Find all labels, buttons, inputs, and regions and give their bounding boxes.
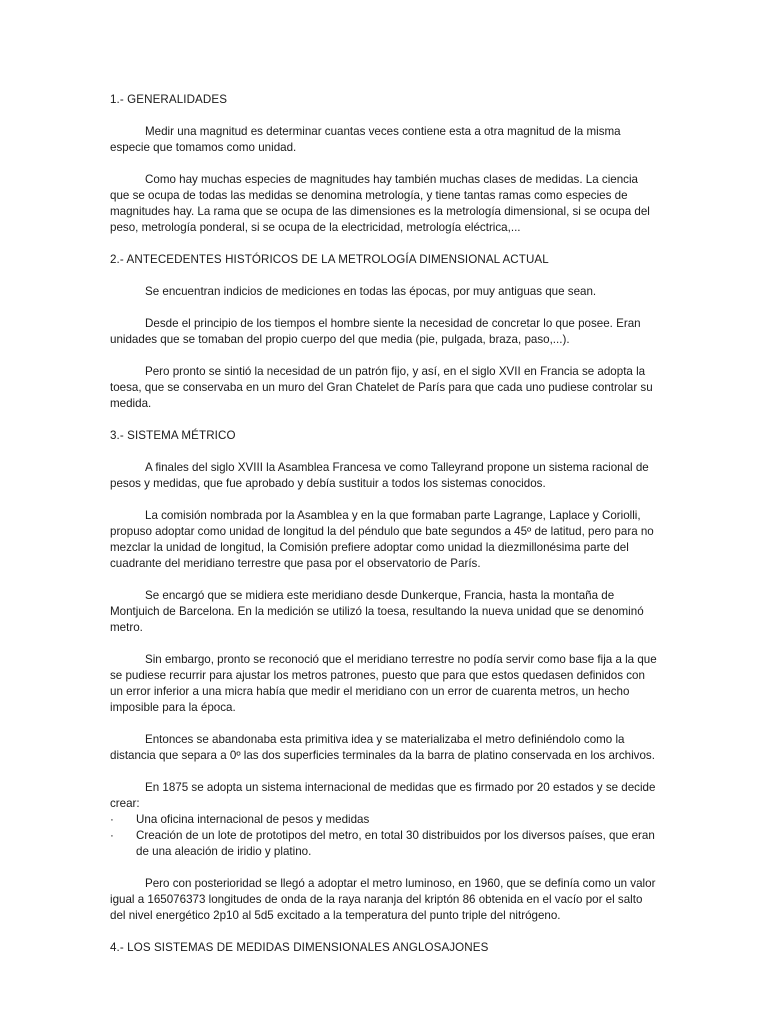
list-item bbox=[110, 812, 658, 828]
list-item-text: Creación de un lote de prototipos del metro, en total 30 distribuidos por los diversos países, que eran de una aleación de iridio y platino. bbox=[136, 829, 655, 858]
section-3-paragraph-3: Se encargó que se midiera este meridiano desde Dunkerque, Francia, hasta la montaña de Montjuich de Barcelona. En la medición se utilizó la toesa, resultando la nueva unidad que se denominó metro. bbox=[110, 589, 644, 634]
section-3-paragraph-4: Sin embargo, pronto se reconoció que el meridiano terrestre no podía servir como base fija a la que se pudiese recurrir para ajustar los metros patrones, puesto que para que estos quedasen definidos con un error inferior a una micra había que medir el meridiano con un error de cuarenta metros, un hecho imposible para la época. bbox=[110, 653, 657, 714]
section-1-heading: 1.- GENERALIDADES bbox=[110, 93, 228, 106]
section-3-paragraph-2: La comisión nombrada por la Asamblea y en la que formaban parte Lagrange, Laplace y Coriolli, propuso adoptar como unidad de longitud la del péndulo que bate segundos a 45º de latitud, pero para no mezclar la unidad de longitud, la Comisión prefiere adoptar como unidad la diezmillonésima parte del cuadrante del meridiano terrestre que pasa por el observatorio de París. bbox=[110, 509, 654, 570]
section-2-paragraph-3: Pero pronto se sintió la necesidad de un patrón fijo, y así, en el siglo XVII en Francia se adopta la toesa, que se conservaba en un muro del Gran Chatelet de París para que cada uno pudiese controlar su medida. bbox=[110, 365, 653, 410]
bullet-list bbox=[110, 812, 658, 860]
bullet-icon: · bbox=[110, 829, 114, 842]
section-1-paragraph-2: Como hay muchas especies de magnitudes hay también muchas clases de medidas. La ciencia que se ocupa de todas las medidas se denomina metrología, y tiene tantas ramas como especies de magnitudes hay. La rama que se ocupa de las dimensiones es la metrología dimensional, si se ocupa del peso, metrología ponderal, si se ocupa de la electricidad, metrología eléctrica,... bbox=[110, 173, 650, 234]
section-4-heading: 4.- LOS SISTEMAS DE MEDIDAS DIMENSIONALES ANGLOSAJONES bbox=[110, 941, 489, 954]
section-2-paragraph-1: Se encuentran indicios de mediciones en todas las épocas, por muy antiguas que sean. bbox=[145, 285, 597, 298]
section-3-paragraph-6: En 1875 se adopta un sistema internacional de medidas que es firmado por 20 estados y se decide crear: bbox=[110, 781, 656, 810]
section-3-paragraph-5: Entonces se abandonaba esta primitiva idea y se materializaba el metro definiéndolo como la distancia que separa a 0º las dos superficies terminales da la barra de platino conservada en los archivos. bbox=[110, 733, 655, 762]
bullet-icon: · bbox=[110, 813, 114, 826]
section-2-heading: 2.- ANTECEDENTES HISTÓRICOS DE LA METROLOGÍA DIMENSIONAL ACTUAL bbox=[110, 253, 549, 266]
section-2-paragraph-2: Desde el principio de los tiempos el hombre siente la necesidad de concretar lo que posee. Eran unidades que se tomaban del propio cuerpo del que media (pie, pulgada, braza, paso,...). bbox=[110, 317, 641, 346]
section-3-paragraph-1: A finales del siglo XVIII la Asamblea Francesa ve como Talleyrand propone un sistema racional de pesos y medidas, que fue aprobado y debía sustituir a todos los sistemas conocidos. bbox=[110, 461, 649, 490]
section-3-closing-paragraph: Pero con posterioridad se llegó a adoptar el metro luminoso, en 1960, que se definía como un valor igual a 165076373 longitudes de onda de la raya naranja del kriptón 86 obtenida en el vacío por el salto del nivel energético 2p10 al 5d5 excitado a la temperatura del punto triple del nitrógeno. bbox=[110, 877, 656, 922]
list-item-text: Una oficina internacional de pesos y medidas bbox=[136, 813, 370, 826]
section-3-heading: 3.- SISTEMA MÉTRICO bbox=[110, 429, 236, 442]
list-item bbox=[110, 828, 658, 860]
section-1-paragraph-1: Medir una magnitud es determinar cuantas veces contiene esta a otra magnitud de la misma especie que tomamos como unidad. bbox=[110, 125, 621, 154]
